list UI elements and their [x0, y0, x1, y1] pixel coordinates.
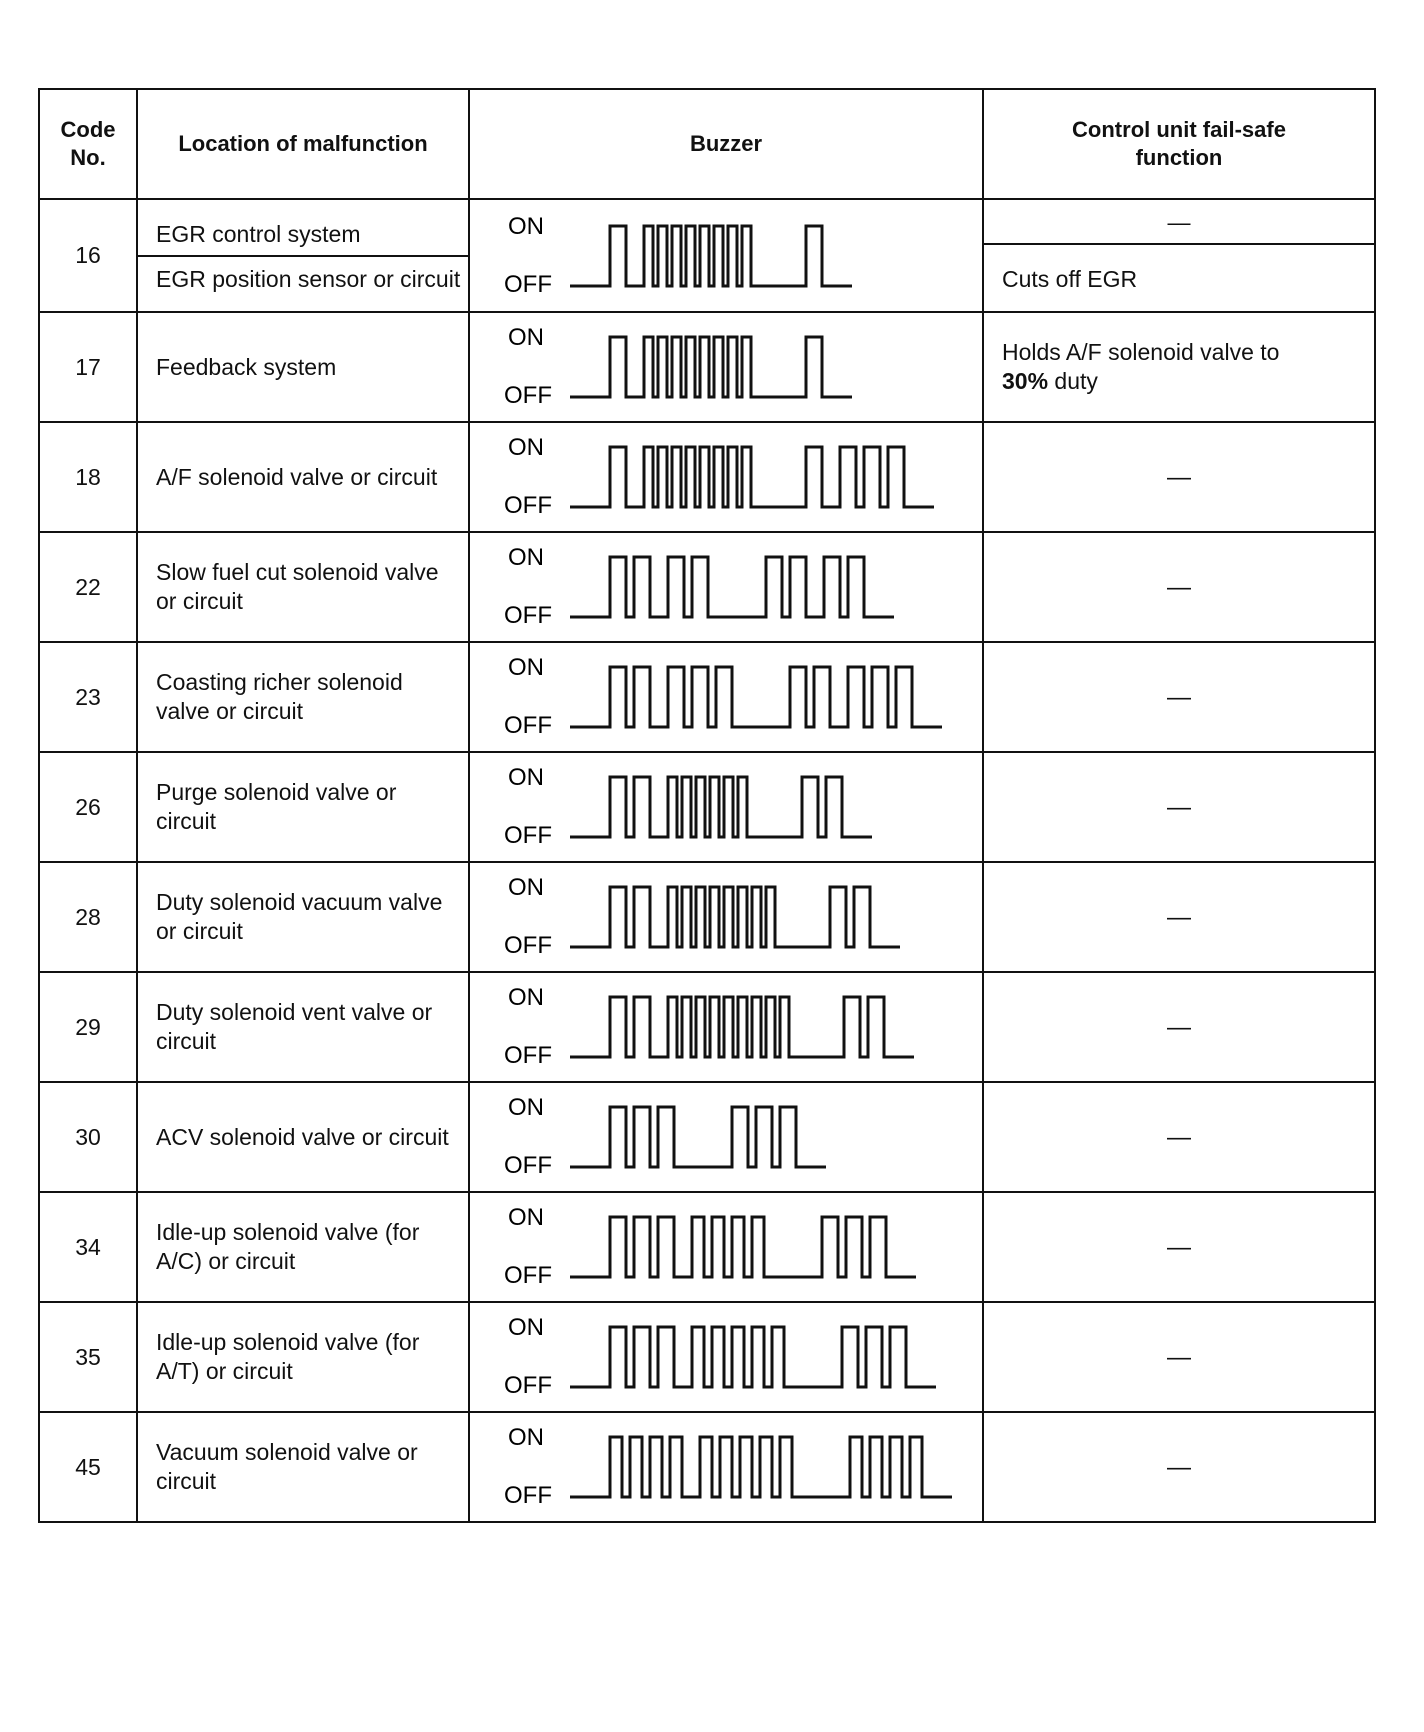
buzzer-pattern: [469, 1082, 983, 1192]
location-text: Feedback system: [156, 353, 337, 380]
off-label: OFF: [504, 1152, 552, 1179]
failsafe-function: [983, 532, 1375, 642]
buzzer-pulse-waveform: [570, 887, 900, 947]
header-failsafe-line-1: Control unit fail-safe: [1072, 117, 1286, 142]
malfunction-location: [137, 862, 469, 972]
failsafe-dash: —: [1167, 1123, 1191, 1151]
header-code: [39, 89, 137, 199]
failsafe-dash: —: [1167, 573, 1191, 601]
failsafe-function: [983, 312, 1375, 422]
malfunction-location: [137, 199, 469, 312]
off-label: OFF: [504, 602, 552, 629]
failsafe-function: [983, 199, 1375, 312]
buzzer-pattern: [469, 752, 983, 862]
location-text: Duty solenoid vacuum valve or circuit: [156, 889, 443, 944]
buzzer-waveform-chart: [470, 645, 980, 749]
buzzer-waveform-chart: [470, 425, 980, 529]
on-label: ON: [508, 764, 544, 791]
code-number: 34: [39, 1192, 137, 1302]
off-label: OFF: [504, 1482, 552, 1509]
malfunction-location: [137, 752, 469, 862]
buzzer-pattern: [469, 1412, 983, 1522]
on-label: ON: [508, 1314, 544, 1341]
table-row: [39, 752, 1375, 862]
failsafe-function: [983, 1192, 1375, 1302]
malfunction-location: [137, 972, 469, 1082]
location-text: Duty solenoid vent valve or circuit: [156, 999, 433, 1054]
on-label: ON: [508, 324, 544, 351]
malfunction-location: [137, 532, 469, 642]
failsafe-dash: —: [1167, 1233, 1191, 1261]
table-row: [39, 862, 1375, 972]
buzzer-pattern: [469, 862, 983, 972]
buzzer-pulse-waveform: [570, 1327, 936, 1387]
header-buzzer: Buzzer: [469, 89, 983, 199]
code-number: 23: [39, 642, 137, 752]
table-row: [39, 422, 1375, 532]
code-number: 35: [39, 1302, 137, 1412]
on-label: ON: [508, 1424, 544, 1451]
failsafe-function: [983, 752, 1375, 862]
buzzer-pattern: [469, 972, 983, 1082]
buzzer-waveform-chart: [470, 315, 980, 419]
buzzer-pattern: [469, 312, 983, 422]
failsafe-function: [983, 422, 1375, 532]
buzzer-pulse-waveform: [570, 1107, 826, 1167]
header-location: Location of malfunction: [137, 89, 469, 199]
table-row: [39, 1082, 1375, 1192]
buzzer-waveform-chart: [470, 1195, 980, 1299]
buzzer-pattern: [469, 532, 983, 642]
on-label: ON: [508, 1094, 544, 1121]
malfunction-location: [137, 312, 469, 422]
failsafe-function: [983, 972, 1375, 1082]
on-label: ON: [508, 212, 544, 240]
table-row: [39, 1412, 1375, 1522]
failsafe-function: [983, 1082, 1375, 1192]
buzzer-waveform-chart: [470, 204, 980, 308]
buzzer-waveform-chart: [470, 535, 980, 639]
malfunction-location: [137, 1412, 469, 1522]
off-label: OFF: [504, 1042, 552, 1069]
on-label: ON: [508, 874, 544, 901]
failsafe-dash: —: [1167, 1013, 1191, 1041]
off-label: OFF: [504, 822, 552, 849]
table-row: [39, 532, 1375, 642]
failsafe-dash: —: [1167, 1453, 1191, 1481]
malfunction-code-table: [38, 88, 1376, 1523]
code-number: 30: [39, 1082, 137, 1192]
code-number: 29: [39, 972, 137, 1082]
header-code-line-2: No.: [70, 145, 106, 170]
header-failsafe: [983, 89, 1375, 199]
location-text: EGR control system: [138, 212, 468, 257]
location-text: Coasting richer solenoid valve or circuit: [156, 669, 403, 724]
location-text: Idle-up solenoid valve (for A/C) or circuit: [156, 1219, 420, 1274]
failsafe-text: Cuts off EGR: [1002, 266, 1138, 292]
malfunction-location: [137, 1302, 469, 1412]
malfunction-code-table-sheet: [38, 88, 1374, 1523]
buzzer-pattern: [469, 1302, 983, 1412]
buzzer-waveform-chart: [470, 865, 980, 969]
location-text: A/F solenoid valve or circuit: [156, 463, 438, 490]
on-label: ON: [508, 984, 544, 1011]
buzzer-pattern: [469, 422, 983, 532]
malfunction-location: [137, 642, 469, 752]
table-row: [39, 1302, 1375, 1412]
off-label: OFF: [504, 382, 552, 409]
off-label: OFF: [504, 1262, 552, 1289]
table-row: [39, 312, 1375, 422]
buzzer-pattern: [469, 1192, 983, 1302]
malfunction-location: [137, 1082, 469, 1192]
code-number: 45: [39, 1412, 137, 1522]
failsafe-text: Holds A/F solenoid valve to: [1002, 339, 1280, 365]
header-code-line-1: Code: [60, 117, 116, 142]
buzzer-pulse-waveform: [570, 777, 872, 837]
off-label: OFF: [504, 1372, 552, 1399]
failsafe-dash: —: [1167, 793, 1191, 821]
buzzer-pulse-waveform: [570, 1217, 916, 1277]
location-text: Slow fuel cut solenoid valve or circuit: [156, 559, 439, 614]
buzzer-waveform-chart: [470, 755, 980, 859]
buzzer-pulse-waveform: [570, 557, 894, 617]
on-label: ON: [508, 1204, 544, 1231]
buzzer-pattern: [469, 642, 983, 752]
failsafe-function: [983, 642, 1375, 752]
failsafe-function: [983, 862, 1375, 972]
failsafe-dash: —: [1167, 903, 1191, 931]
off-label: OFF: [504, 270, 552, 298]
buzzer-pulse-waveform: [570, 447, 934, 507]
header-row: [39, 89, 1375, 199]
buzzer-pulse-waveform: [570, 226, 852, 286]
failsafe-dash: —: [1167, 463, 1191, 491]
code-number: 17: [39, 312, 137, 422]
malfunction-location: [137, 1192, 469, 1302]
failsafe-duty-suffix: duty: [1048, 368, 1098, 394]
off-label: OFF: [504, 932, 552, 959]
table-row: [39, 1192, 1375, 1302]
on-label: ON: [508, 654, 544, 681]
location-text: Idle-up solenoid valve (for A/T) or circuit: [156, 1329, 420, 1384]
location-text: EGR position sensor or circuit: [156, 265, 461, 292]
failsafe-duty: [1002, 367, 1356, 396]
location-text: Vacuum solenoid valve or circuit: [156, 1439, 418, 1494]
header-failsafe-line-2: function: [1135, 145, 1223, 170]
buzzer-pulse-waveform: [570, 1437, 952, 1497]
failsafe-function: [983, 1412, 1375, 1522]
location-text: Purge solenoid valve or circuit: [156, 779, 397, 834]
buzzer-pulse-waveform: [570, 667, 942, 727]
off-label: OFF: [504, 492, 552, 519]
failsafe-function: [983, 1302, 1375, 1412]
failsafe-duty-value: 30%: [1002, 368, 1049, 394]
table-row: [39, 642, 1375, 752]
off-label: OFF: [504, 712, 552, 739]
table-row: [39, 972, 1375, 1082]
failsafe-text: —: [984, 200, 1374, 245]
code-number: 22: [39, 532, 137, 642]
table-row: [39, 199, 1375, 312]
buzzer-waveform-chart: [470, 1085, 980, 1189]
code-number: 26: [39, 752, 137, 862]
buzzer-waveform-chart: [470, 975, 980, 1079]
on-label: ON: [508, 544, 544, 571]
buzzer-pulse-waveform: [570, 997, 914, 1057]
malfunction-location: [137, 422, 469, 532]
location-text: ACV solenoid valve or circuit: [156, 1123, 449, 1150]
buzzer-waveform-chart: [470, 1305, 980, 1409]
failsafe-dash: —: [1167, 683, 1191, 711]
failsafe-dash: —: [1167, 1343, 1191, 1371]
code-number: 16: [39, 199, 137, 312]
buzzer-pattern: [469, 199, 983, 312]
on-label: ON: [508, 434, 544, 461]
buzzer-waveform-chart: [470, 1415, 980, 1519]
code-number: 18: [39, 422, 137, 532]
table-body: [39, 199, 1375, 1522]
code-number: 28: [39, 862, 137, 972]
buzzer-pulse-waveform: [570, 337, 852, 397]
